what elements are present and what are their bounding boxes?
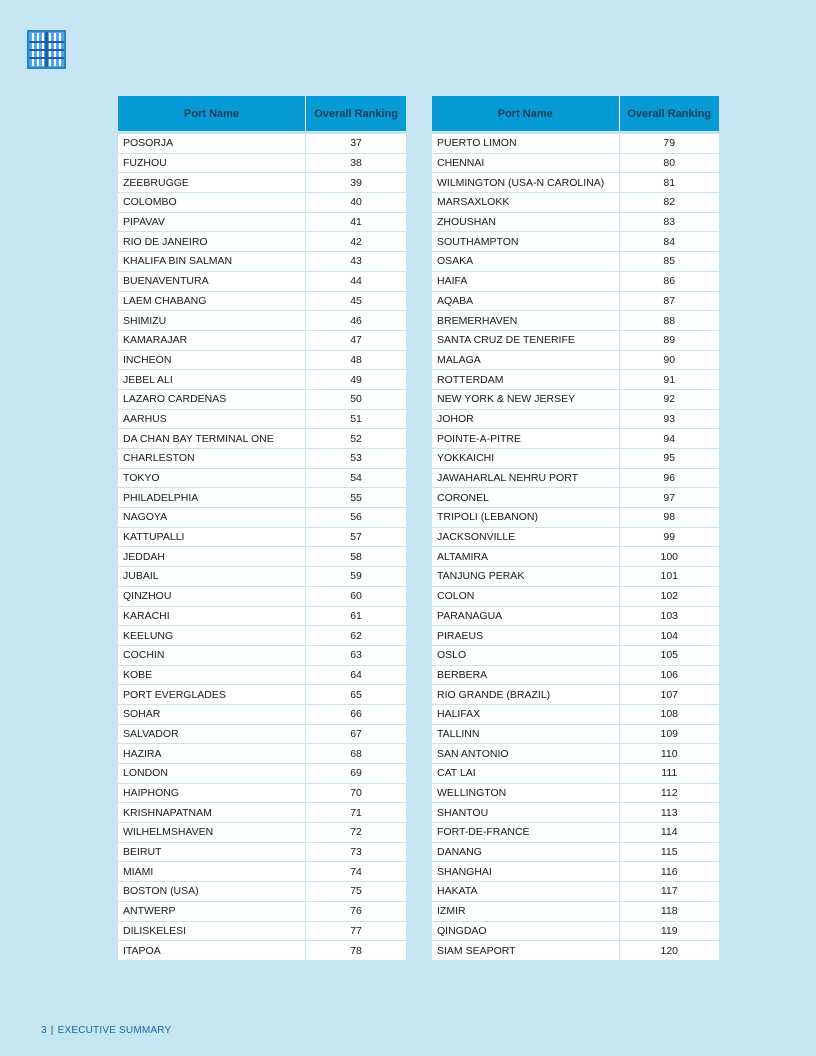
table-row — [432, 567, 719, 587]
port-name-cell: CAT LAI — [432, 764, 619, 784]
overall-ranking-cell: 79 — [619, 133, 719, 154]
overall-ranking-cell: 60 — [306, 586, 406, 606]
overall-ranking-cell: 73 — [306, 842, 406, 862]
overall-ranking-cell: 89 — [619, 330, 719, 350]
overall-ranking-cell: 92 — [619, 389, 719, 409]
overall-ranking-cell: 114 — [619, 823, 719, 843]
port-name-cell: AQABA — [432, 291, 619, 311]
table-row — [118, 645, 406, 665]
overall-ranking-cell: 102 — [619, 586, 719, 606]
overall-ranking-cell: 51 — [306, 409, 406, 429]
overall-ranking-cell: 106 — [619, 665, 719, 685]
table-row — [432, 783, 719, 803]
table-row — [118, 212, 406, 232]
overall-ranking-cell: 40 — [306, 193, 406, 213]
port-name-cell: SHIMIZU — [118, 311, 306, 331]
port-name-cell: PIRAEUS — [432, 626, 619, 646]
overall-ranking-cell: 119 — [619, 921, 719, 941]
overall-ranking-cell: 103 — [619, 606, 719, 626]
table-row — [432, 409, 719, 429]
overall-ranking-cell: 90 — [619, 350, 719, 370]
overall-ranking-cell: 46 — [306, 311, 406, 331]
port-name-cell: QINZHOU — [118, 586, 306, 606]
table-row — [118, 193, 406, 213]
overall-ranking-cell: 116 — [619, 862, 719, 882]
table-row — [432, 153, 719, 173]
port-name-cell: TALLINN — [432, 724, 619, 744]
table-row — [118, 941, 406, 961]
table-row — [432, 291, 719, 311]
overall-ranking-cell: 44 — [306, 271, 406, 291]
footer-separator: | — [50, 1025, 54, 1036]
port-name-cell: TANJUNG PERAK — [432, 567, 619, 587]
port-name-cell: KHALIFA BIN SALMAN — [118, 252, 306, 272]
port-name-cell: HALIFAX — [432, 704, 619, 724]
port-name-cell: IZMIR — [432, 901, 619, 921]
port-name-cell: MARSAXLOKK — [432, 193, 619, 213]
table-row — [118, 842, 406, 862]
overall-ranking-cell: 65 — [306, 685, 406, 705]
port-name-cell: ANTWERP — [118, 901, 306, 921]
overall-ranking-cell: 91 — [619, 370, 719, 390]
port-name-cell: JEBEL ALI — [118, 370, 306, 390]
overall-ranking-cell: 76 — [306, 901, 406, 921]
port-name-cell: QINGDAO — [432, 921, 619, 941]
port-name-cell: COCHIN — [118, 645, 306, 665]
port-name-cell: BERBERA — [432, 665, 619, 685]
table-row — [432, 468, 719, 488]
table-row — [118, 173, 406, 193]
port-name-cell: BEIRUT — [118, 842, 306, 862]
port-name-cell: MALAGA — [432, 350, 619, 370]
port-name-cell: ZEEBRUGGE — [118, 173, 306, 193]
overall-ranking-cell: 87 — [619, 291, 719, 311]
table-row — [118, 409, 406, 429]
overall-ranking-cell: 53 — [306, 449, 406, 469]
port-name-cell: KRISHNAPATNAM — [118, 803, 306, 823]
overall-ranking-cell: 99 — [619, 527, 719, 547]
page-footer — [41, 1025, 171, 1036]
overall-ranking-cell: 81 — [619, 173, 719, 193]
overall-ranking-cell: 43 — [306, 252, 406, 272]
overall-ranking-cell: 41 — [306, 212, 406, 232]
table-row — [432, 665, 719, 685]
overall-ranking-cell: 110 — [619, 744, 719, 764]
overall-ranking-cell: 50 — [306, 389, 406, 409]
table-row — [432, 389, 719, 409]
port-name-cell: POINTE-A-PITRE — [432, 429, 619, 449]
port-name-cell: WILMINGTON (USA-N CAROLINA) — [432, 173, 619, 193]
port-name-cell: DANANG — [432, 842, 619, 862]
port-name-cell: OSAKA — [432, 252, 619, 272]
port-name-cell: HAKATA — [432, 882, 619, 902]
overall-ranking-cell: 54 — [306, 468, 406, 488]
port-name-cell: FORT-DE-FRANCE — [432, 823, 619, 843]
ranking-table-left — [118, 96, 406, 961]
overall-ranking-cell: 93 — [619, 409, 719, 429]
table-row — [432, 862, 719, 882]
table-row — [118, 882, 406, 902]
table-row — [432, 133, 719, 154]
table-row — [432, 842, 719, 862]
overall-ranking-cell: 80 — [619, 153, 719, 173]
port-name-cell: CORONEL — [432, 488, 619, 508]
table-row — [118, 488, 406, 508]
table-row — [118, 330, 406, 350]
table-row — [118, 311, 406, 331]
table-row — [432, 606, 719, 626]
table-row — [432, 704, 719, 724]
port-name-cell: PORT EVERGLADES — [118, 685, 306, 705]
port-name-cell: PARANAGUA — [432, 606, 619, 626]
overall-ranking-cell: 62 — [306, 626, 406, 646]
table-row — [432, 823, 719, 843]
table-row — [432, 212, 719, 232]
table-row — [118, 389, 406, 409]
port-name-cell: JAWAHARLAL NEHRU PORT — [432, 468, 619, 488]
table-row — [118, 862, 406, 882]
table-row — [118, 704, 406, 724]
table-row — [432, 882, 719, 902]
overall-ranking-cell: 59 — [306, 567, 406, 587]
overall-ranking-cell: 96 — [619, 468, 719, 488]
ranking-table-right — [432, 96, 719, 961]
overall-ranking-cell: 72 — [306, 823, 406, 843]
port-name-cell: SOHAR — [118, 704, 306, 724]
port-name-cell: ZHOUSHAN — [432, 212, 619, 232]
table-row — [432, 449, 719, 469]
overall-ranking-cell: 48 — [306, 350, 406, 370]
port-name-cell: BOSTON (USA) — [118, 882, 306, 902]
overall-ranking-cell: 77 — [306, 921, 406, 941]
port-name-cell: LAZARO CARDENAS — [118, 389, 306, 409]
table-row — [118, 350, 406, 370]
port-name-cell: RIO DE JANEIRO — [118, 232, 306, 252]
table-row — [432, 685, 719, 705]
column-header-port-name: Port Name — [118, 96, 306, 133]
overall-ranking-cell: 95 — [619, 449, 719, 469]
overall-ranking-cell: 67 — [306, 724, 406, 744]
table-row — [118, 744, 406, 764]
port-name-cell: NAGOYA — [118, 508, 306, 528]
port-name-cell: NEW YORK & NEW JERSEY — [432, 389, 619, 409]
overall-ranking-cell: 98 — [619, 508, 719, 528]
port-name-cell: PHILADELPHIA — [118, 488, 306, 508]
port-name-cell: BREMERHAVEN — [432, 311, 619, 331]
port-name-cell: ALTAMIRA — [432, 547, 619, 567]
overall-ranking-cell: 108 — [619, 704, 719, 724]
table-row — [432, 764, 719, 784]
table-row — [118, 468, 406, 488]
table-row — [432, 803, 719, 823]
port-name-cell: CHARLESTON — [118, 449, 306, 469]
port-name-cell: DA CHAN BAY TERMINAL ONE — [118, 429, 306, 449]
overall-ranking-cell: 74 — [306, 862, 406, 882]
table-row — [432, 941, 719, 961]
table-row — [432, 232, 719, 252]
overall-ranking-cell: 63 — [306, 645, 406, 665]
table-row — [118, 567, 406, 587]
port-name-cell: ROTTERDAM — [432, 370, 619, 390]
overall-ranking-cell: 85 — [619, 252, 719, 272]
overall-ranking-cell: 57 — [306, 527, 406, 547]
port-name-cell: LONDON — [118, 764, 306, 784]
table-row — [432, 173, 719, 193]
table-row — [118, 783, 406, 803]
table-header-row — [118, 96, 406, 133]
table-row — [118, 803, 406, 823]
table-row — [432, 586, 719, 606]
overall-ranking-cell: 39 — [306, 173, 406, 193]
table-row — [432, 271, 719, 291]
table-row — [432, 744, 719, 764]
table-row — [432, 547, 719, 567]
overall-ranking-cell: 107 — [619, 685, 719, 705]
port-name-cell: POSORJA — [118, 133, 306, 154]
table-row — [118, 252, 406, 272]
port-name-cell: KEELUNG — [118, 626, 306, 646]
table-row — [118, 271, 406, 291]
port-name-cell: WILHELMSHAVEN — [118, 823, 306, 843]
table-header-row — [432, 96, 719, 133]
table-row — [118, 685, 406, 705]
table-row — [118, 901, 406, 921]
port-name-cell: TOKYO — [118, 468, 306, 488]
port-name-cell: KATTUPALLI — [118, 527, 306, 547]
port-name-cell: JACKSONVILLE — [432, 527, 619, 547]
overall-ranking-cell: 112 — [619, 783, 719, 803]
overall-ranking-cell: 47 — [306, 330, 406, 350]
overall-ranking-cell: 70 — [306, 783, 406, 803]
overall-ranking-cell: 104 — [619, 626, 719, 646]
table-row — [118, 586, 406, 606]
port-name-cell: WELLINGTON — [432, 783, 619, 803]
port-name-cell: YOKKAICHI — [432, 449, 619, 469]
overall-ranking-cell: 69 — [306, 764, 406, 784]
section-title: EXECUTIVE SUMMARY — [57, 1025, 172, 1036]
table-row — [432, 330, 719, 350]
overall-ranking-cell: 100 — [619, 547, 719, 567]
table-row — [118, 429, 406, 449]
table-row — [432, 724, 719, 744]
table-row — [118, 291, 406, 311]
overall-ranking-cell: 56 — [306, 508, 406, 528]
overall-ranking-cell: 64 — [306, 665, 406, 685]
overall-ranking-cell: 109 — [619, 724, 719, 744]
overall-ranking-cell: 84 — [619, 232, 719, 252]
table-row — [432, 429, 719, 449]
port-name-cell: KARACHI — [118, 606, 306, 626]
overall-ranking-cell: 78 — [306, 941, 406, 961]
overall-ranking-cell: 115 — [619, 842, 719, 862]
port-name-cell: OSLO — [432, 645, 619, 665]
column-header-port-name: Port Name — [432, 96, 619, 133]
port-name-cell: BUENAVENTURA — [118, 271, 306, 291]
overall-ranking-cell: 55 — [306, 488, 406, 508]
table-row — [118, 724, 406, 744]
port-name-cell: KAMARAJAR — [118, 330, 306, 350]
overall-ranking-cell: 94 — [619, 429, 719, 449]
table-row — [432, 921, 719, 941]
column-header-overall-ranking: Overall Ranking — [306, 96, 406, 133]
table-row — [432, 901, 719, 921]
overall-ranking-cell: 86 — [619, 271, 719, 291]
overall-ranking-cell: 120 — [619, 941, 719, 961]
overall-ranking-cell: 101 — [619, 567, 719, 587]
overall-ranking-cell: 117 — [619, 882, 719, 902]
overall-ranking-cell: 52 — [306, 429, 406, 449]
port-name-cell: JOHOR — [432, 409, 619, 429]
overall-ranking-cell: 97 — [619, 488, 719, 508]
table-row — [118, 606, 406, 626]
overall-ranking-cell: 42 — [306, 232, 406, 252]
port-name-cell: COLON — [432, 586, 619, 606]
table-row — [118, 133, 406, 154]
port-name-cell: KOBE — [118, 665, 306, 685]
table-row — [432, 370, 719, 390]
port-name-cell: PIPAVAV — [118, 212, 306, 232]
port-name-cell: SHANGHAI — [432, 862, 619, 882]
port-name-cell: MIAMI — [118, 862, 306, 882]
overall-ranking-cell: 45 — [306, 291, 406, 311]
table-row — [432, 252, 719, 272]
table-row — [118, 527, 406, 547]
port-name-cell: SHANTOU — [432, 803, 619, 823]
overall-ranking-cell: 111 — [619, 764, 719, 784]
port-name-cell: SALVADOR — [118, 724, 306, 744]
table-row — [432, 193, 719, 213]
overall-ranking-cell: 105 — [619, 645, 719, 665]
table-row — [432, 488, 719, 508]
table-row — [118, 232, 406, 252]
port-name-cell: JUBAIL — [118, 567, 306, 587]
table-row — [118, 764, 406, 784]
port-name-cell: ITAPOA — [118, 941, 306, 961]
table-row — [432, 645, 719, 665]
overall-ranking-cell: 66 — [306, 704, 406, 724]
overall-ranking-cell: 68 — [306, 744, 406, 764]
port-name-cell: TRIPOLI (LEBANON) — [432, 508, 619, 528]
port-name-cell: CHENNAI — [432, 153, 619, 173]
port-name-cell: JEDDAH — [118, 547, 306, 567]
port-name-cell: INCHEON — [118, 350, 306, 370]
port-name-cell: LAEM CHABANG — [118, 291, 306, 311]
table-row — [118, 449, 406, 469]
page-number: 3 — [41, 1025, 47, 1036]
overall-ranking-cell: 88 — [619, 311, 719, 331]
port-name-cell: SIAM SEAPORT — [432, 941, 619, 961]
overall-ranking-cell: 58 — [306, 547, 406, 567]
port-name-cell: AARHUS — [118, 409, 306, 429]
table-row — [432, 626, 719, 646]
port-name-cell: FUZHOU — [118, 153, 306, 173]
table-row — [432, 508, 719, 528]
column-header-overall-ranking: Overall Ranking — [619, 96, 719, 133]
port-name-cell: SOUTHAMPTON — [432, 232, 619, 252]
overall-ranking-cell: 83 — [619, 212, 719, 232]
container-stack-icon — [27, 30, 66, 69]
table-row — [118, 921, 406, 941]
table-row — [118, 665, 406, 685]
overall-ranking-cell: 71 — [306, 803, 406, 823]
table-row — [118, 823, 406, 843]
table-row — [432, 350, 719, 370]
table-row — [118, 153, 406, 173]
port-name-cell: HAIPHONG — [118, 783, 306, 803]
overall-ranking-cell: 113 — [619, 803, 719, 823]
table-row — [432, 311, 719, 331]
port-name-cell: HAIFA — [432, 271, 619, 291]
table-row — [118, 626, 406, 646]
table-row — [118, 547, 406, 567]
table-row — [432, 527, 719, 547]
port-name-cell: RIO GRANDE (BRAZIL) — [432, 685, 619, 705]
port-name-cell: SANTA CRUZ DE TENERIFE — [432, 330, 619, 350]
overall-ranking-cell: 82 — [619, 193, 719, 213]
port-name-cell: SAN ANTONIO — [432, 744, 619, 764]
port-name-cell: HAZIRA — [118, 744, 306, 764]
overall-ranking-cell: 61 — [306, 606, 406, 626]
table-row — [118, 508, 406, 528]
overall-ranking-cell: 49 — [306, 370, 406, 390]
overall-ranking-cell: 75 — [306, 882, 406, 902]
port-name-cell: PUERTO LIMON — [432, 133, 619, 154]
table-row — [118, 370, 406, 390]
port-name-cell: DILISKELESI — [118, 921, 306, 941]
overall-ranking-cell: 37 — [306, 133, 406, 154]
port-name-cell: COLOMBO — [118, 193, 306, 213]
overall-ranking-cell: 38 — [306, 153, 406, 173]
overall-ranking-cell: 118 — [619, 901, 719, 921]
